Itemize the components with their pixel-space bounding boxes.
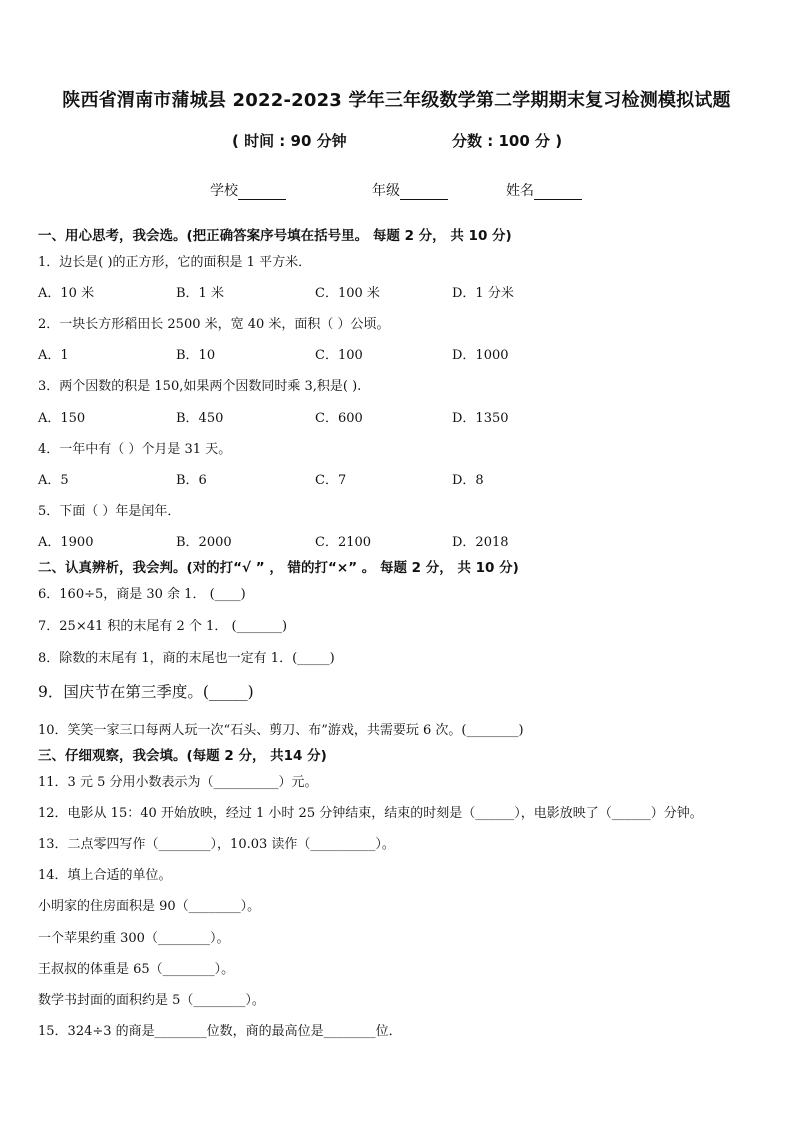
question-text: 2．一块长方形稻田长 2500 米，宽 40 米，面积（ ）公顷。 — [38, 317, 390, 332]
school-blank — [238, 185, 286, 200]
question-text: 5．下面（ ）年是闰年． — [38, 504, 181, 519]
option: B．450 — [176, 411, 224, 426]
name-blank — [534, 185, 582, 200]
option: A．150 — [38, 411, 86, 426]
section-heading: 一、用心思考，我会选。(把正确答案序号填在括号里。 每题 2 分， 共 10 分) — [38, 228, 512, 244]
question-text: 6．160÷5，商是 30 余 1． (____) — [38, 587, 246, 602]
grade-label: 年级 — [372, 183, 400, 199]
question-text: 9．国庆节在第三季度。(_____) — [38, 683, 254, 701]
exam-time: ( 时间 : 90 分钟 — [232, 132, 347, 150]
option: B．10 — [176, 348, 216, 363]
option: D．1 分米 — [452, 286, 514, 301]
question-text: 1．边长是( )的正方形，它的面积是 1 平方米． — [38, 255, 312, 270]
question-text: 8．除数的末尾有 1，商的末尾也一定有 1．(_____) — [38, 651, 335, 666]
option: A．5 — [38, 473, 69, 488]
option: C．600 — [315, 411, 363, 426]
option: B．1 米 — [176, 286, 224, 301]
question-text: 7．25×41 积的末尾有 2 个 1． (_______) — [38, 619, 288, 634]
section-heading: 二、认真辨析，我会判。(对的打“√ ” ， 错的打“×” 。 每题 2 分， 共 10 分) — [38, 560, 519, 576]
option: D．1000 — [452, 348, 509, 363]
question-text: 王叔叔的体重是 65（________）。 — [38, 962, 235, 977]
option: D．1350 — [452, 411, 509, 426]
question-text: 一个苹果约重 300（________）。 — [38, 931, 230, 946]
school-label: 学校 — [210, 183, 238, 199]
option: A．10 米 — [38, 286, 95, 301]
question-text: 15．324÷3 的商是________位数，商的最高位是________位． — [38, 1024, 402, 1039]
option: B．6 — [176, 473, 207, 488]
question-text: 3．两个因数的积是 150,如果两个因数同时乘 3,积是( ). — [38, 379, 362, 394]
question-text: 14．填上合适的单位。 — [38, 868, 172, 883]
question-text: 11．3 元 5 分用小数表示为（__________）元。 — [38, 775, 318, 790]
grade-field — [372, 180, 448, 200]
name-field — [506, 180, 582, 200]
option: C．100 — [315, 348, 363, 363]
section-heading: 三、仔细观察，我会填。(每题 2 分， 共14 分) — [38, 748, 327, 764]
name-label: 姓名 — [506, 183, 534, 199]
option: C．2100 — [315, 535, 372, 550]
option: B．2000 — [176, 535, 232, 550]
option: D．2018 — [452, 535, 509, 550]
question-text: 小明家的住房面积是 90（________）。 — [38, 899, 261, 914]
option: C．7 — [315, 473, 347, 488]
question-text: 13．二点零四写作（________），10.03 读作（__________）。 — [38, 837, 395, 852]
option: D．8 — [452, 473, 484, 488]
question-text: 数学书封面的面积约是 5（________）。 — [38, 993, 265, 1008]
document-title: 陕西省渭南市蒲城县 2022-2023 学年三年级数学第二学期期末复习检测模拟试题 — [62, 90, 731, 111]
exam-score: 分数 : 100 分 ) — [452, 132, 563, 150]
grade-blank — [400, 185, 448, 200]
question-text: 10．笑笑一家三口每两人玩一次“石头、剪刀、布”游戏，共需要玩 6 次。(________) — [38, 723, 524, 738]
question-text: 4．一年中有（ ）个月是 31 天。 — [38, 442, 232, 457]
question-text: 12．电影从 15：40 开始放映，经过 1 小时 25 分钟结束，结束的时刻是（______），电影放映了（______）分钟。 — [38, 806, 703, 821]
school-field — [210, 180, 286, 200]
option: C．100 米 — [315, 286, 380, 301]
option: A．1900 — [38, 535, 94, 550]
option: A．1 — [38, 348, 69, 363]
